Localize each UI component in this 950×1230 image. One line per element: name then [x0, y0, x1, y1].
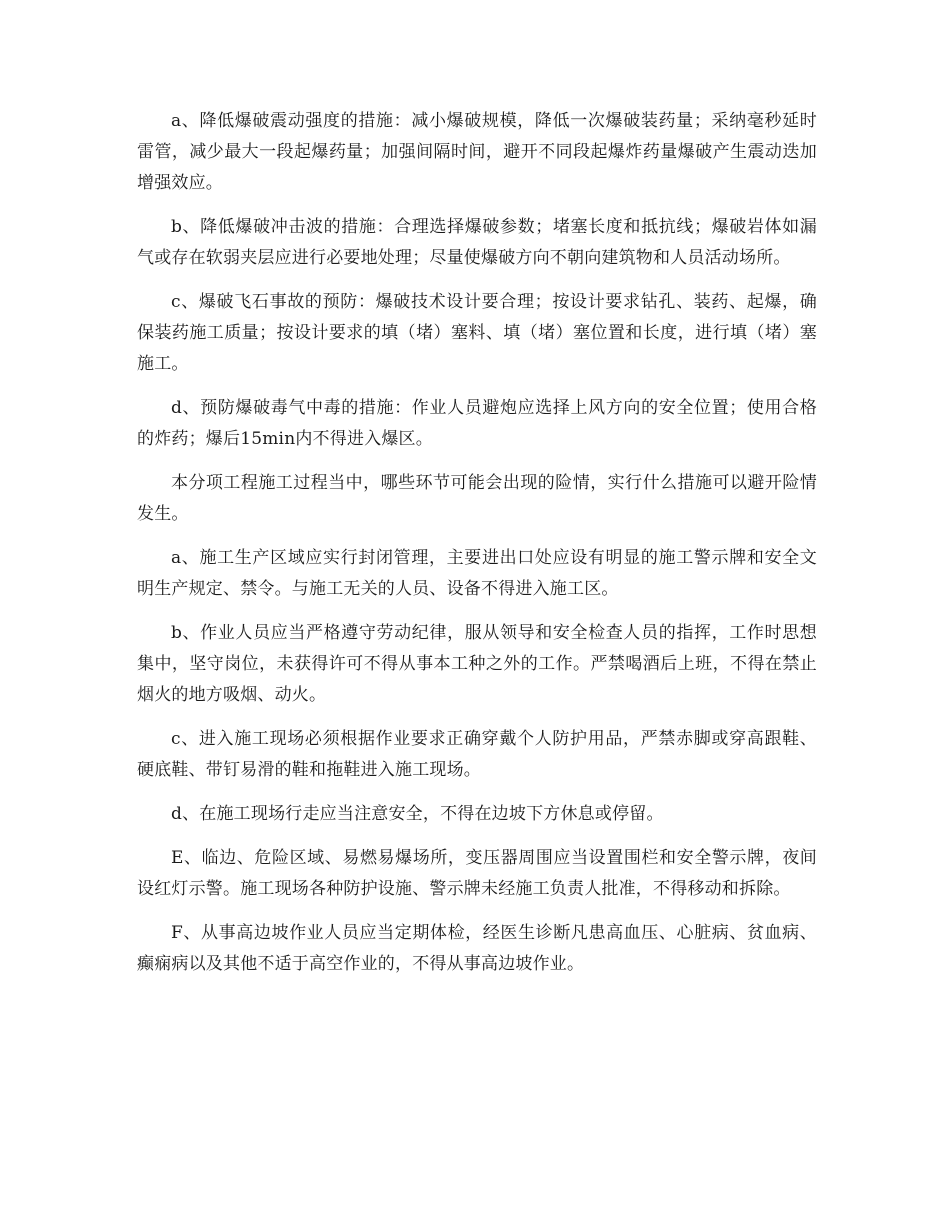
paragraph-blasting-vibration: a、降低爆破震动强度的措施：减小爆破规模，降低一次爆破装药量；采纳毫秒延时雷管，减少最大一段起爆药量；加强间隔时间，避开不同段起爆炸药量爆破产生震动迭加增强效应。 — [137, 111, 817, 193]
paragraph-flying-rock: c、爆破飞石事故的预防：爆破技术设计要合理；按设计要求钻孔、装药、起爆，确保装药施工质量；按设计要求的填（堵）塞料、填（堵）塞位置和长度，进行填（堵）塞施工。 — [137, 292, 817, 374]
paragraph-danger-zones: E、临边、危险区域、易燃易爆场所，变压器周围应当设置围栏和安全警示牌，夜间设红灯示警。施工现场各种防护设施、警示牌未经施工负责人批准，不得移动和拆除。 — [137, 848, 817, 899]
paragraph-blasting-shockwave: b、降低爆破冲击波的措施：合理选择爆破参数；堵塞长度和抵抗线；爆破岩体如漏气或存在软弱夹层应进行必要地处理；尽量使爆破方向不朝向建筑物和人员活动场所。 — [137, 217, 817, 268]
paragraph-hazard-intro: 本分项工程施工过程当中，哪些环节可能会出现的险情，实行什么措施可以避开险情发生。 — [137, 473, 817, 524]
paragraph-toxic-gas: d、预防爆破毒气中毒的措施：作业人员避炮应选择上风方向的安全位置；使用合格的炸药；爆后15min内不得进入爆区。 — [137, 398, 817, 449]
paragraph-health-checks: F、从事高边坡作业人员应当定期体检，经医生诊断凡患高血压、心脏病、贫血病、癫痫病以及其他不适于高空作业的，不得从事高边坡作业。 — [137, 923, 817, 974]
paragraph-protective-equipment: c、进入施工现场必须根据作业要求正确穿戴个人防护用品，严禁赤脚或穿高跟鞋、硬底鞋、带钉易滑的鞋和拖鞋进入施工现场。 — [137, 729, 817, 780]
paragraph-labor-discipline: b、作业人员应当严格遵守劳动纪律，服从领导和安全检查人员的指挥，工作时思想集中，坚守岗位，未获得许可不得从事本工种之外的工作。严禁喝酒后上班，不得在禁止烟火的地方吸烟、动火。 — [137, 623, 817, 705]
paragraph-site-walking: d、在施工现场行走应当注意安全，不得在边坡下方休息或停留。 — [171, 804, 664, 824]
paragraph-closed-management: a、施工生产区域应实行封闭管理，主要进出口处应设有明显的施工警示牌和安全文明生产规定、禁令。与施工无关的人员、设备不得进入施工区。 — [137, 548, 817, 599]
document-body — [137, 106, 817, 993]
